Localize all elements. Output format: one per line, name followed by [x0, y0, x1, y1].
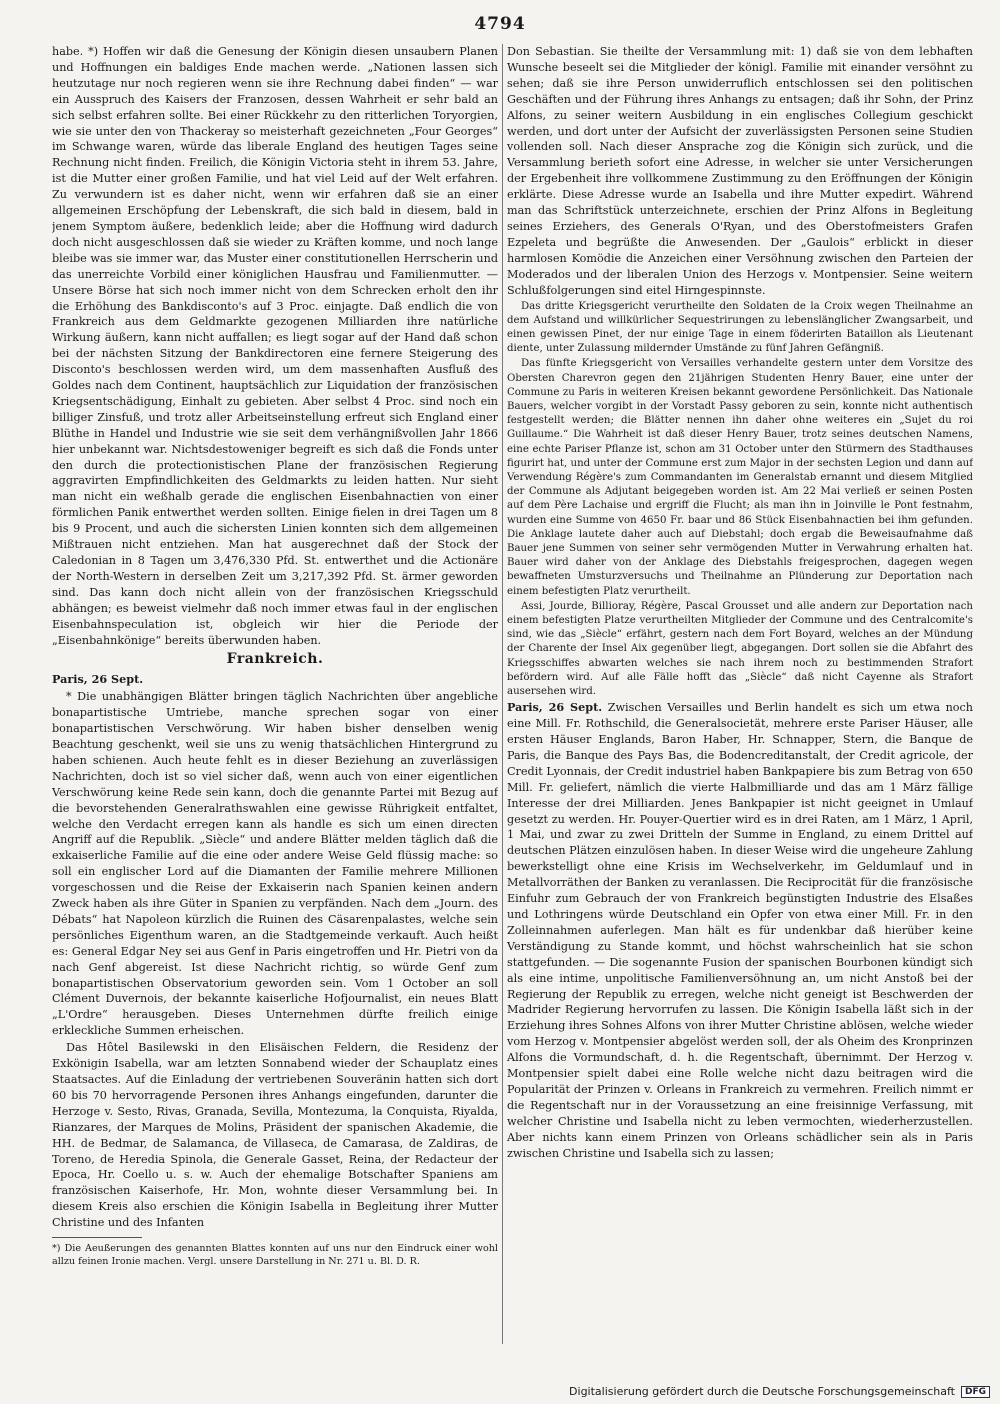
right-column [507, 44, 973, 1374]
page-number: 4794 [474, 14, 526, 34]
article-paragraph: Das Hôtel Basilewski in den Elisäischen Feldern, die Residenz der Exkönigin Isabella, war am letzten Sonnabend wieder der Schauplatz eines Staatsactes. Auf die Einladung der vertriebenen Souveränin hatten sich dort 60 bis 70 hervorragende Personen ihres Anhangs eingefunden, darunter die Herzoge v. Sesto, Rivas, Granada, Sevilla, Montezuma, la Conquista, Riyalda, Rianzares, der Marques de Molins, Präsident der spanischen Akademie, die HH. de Bedmar, de Salamanca, de Villaseca, de Camarasa, de Zaldiras, de Toreno, de Heredia Spinola, die Generale Gasset, Reina, der Redacteur der Epoca, Hr. Coello u. s. w. Auch der ehemalige Botschafter Spaniens am französischen Kaiserhofe, Hr. Mon, wohnte dieser Versammlung bei. In diesem Kreis also erschien die Königin Isabella in Begleitung ihrer Mutter Christine und des Infanten [52, 1041, 498, 1230]
dfg-logo-icon: DFG [961, 1386, 990, 1398]
article-paragraph: * Die unabhängigen Blätter bringen täglich Nachrichten über angebliche bonapartistische Umtriebe, manche sprechen sogar von einer bonapartistischen Verschwörung. Wir haben bisher denselben wenig Beachtung geschenkt, weil sie uns zu wenig thatsächlichen Hintergrund zu haben schienen. Auch heute fehlt es in dieser Beziehung an zuverlässigen Nachrichten, doch ist so viel sicher daß, wenn auch von einer eigentlichen Verschwörung keine Rede sein kann, doch die genannte Partei mit Bezug auf die bevorstehenden Generalrathswahlen eine gewisse Rührigkeit entfaltet, welche den Verdacht erregen kann als handle es sich um einen directen Angriff auf die Republik. „Siècle“ und andere Blätter melden täglich daß die exkaiserliche Familie auf die eine oder andere Weise Geld flüssig mache: so soll ein englischer Lord auf die Diamanten der Familie mehrere Millionen vorgeschossen und die Reise der Exkaiserin nach Spanien keinen andern Zweck haben als ihre Güter in Spanien zu verpfänden. Nach dem „Journ. des Débats“ hat Napoleon kürzlich die Ruinen des Cäsarenpalastes, welche sein persönliches Eigenthum waren, an die Stadtgemeinde verkauft. Auch heißt es: General Edgar Ney sei aus Genf in Paris eingetroffen und Hr. Pietri von da nach Genf abgereist. Ist diese Nachricht richtig, so würde Genf zum bonapartistischen Observatorium geworden sein. Vom 1 October an soll Clément Duvernois, der bekannte kaiserliche Hofjournalist, ein neues Blatt „L'Ordre“ herausgeben. Dieses Unternehmen dürfte freilich einige erkleckliche Summen erheischen. [52, 690, 498, 1038]
article-paragraph: habe. *) Hoffen wir daß die Genesung der Königin diesen unsaubern Planen und Hoffnungen ein baldiges Ende machen werde. „Nationen lassen sich heutzutage nur noch regieren wenn sie ihre Rechnung dabei finden“ — war ein Ausspruch des Kaisers der Franzosen, dessen Wahrheit er sehr bald an sich selbst erfahren sollte. Bei einer Rückkehr zu den ritterlichen Toryorgien, wie sie unter den von Thackeray so meisterhaft gezeichneten „Four Georges“ im Schwange waren, würde das liberale England des heutigen Tages seine Rechnung nicht finden. Freilich, die Königin Victoria steht in ihrem 53. Jahre, ist die Mutter einer großen Familie, und hat viel Leid auf der Welt erfahren. Zu verwundern ist es daher nicht, wenn wir erfahren daß sie an einer allgemeinen Erschöpfung der Lebenskraft, die sich bald in diesem, bald in jenem Symptom äußere, bedenklich leide; aber die Hoffnung wird dadurch doch nicht ausgeschlossen daß sie wieder zu Kräften komme, und noch lange bleibe was sie immer war, das Muster einer constitutionellen Herrscherin und das unerreichte Vorbild einer königlichen Hausfrau und Familienmutter. — Unsere Börse hat sich noch immer nicht von dem Schrecken erholt den ihr die Erhöhung des Bankdisconto's auf 3 Proc. einjagte. Daß endlich die von Frankreich aus dem Geldmarkte gezogenen Milliarden ihre natürliche Wirkung äußern, kann nicht auffallen; es liegt sogar auf der Hand daß schon bei der nächsten Sitzung der Bankdirectoren eine fernere Steigerung des Disconto's beschlossen werden wird, um dem massenhaften Ausfluß des Goldes nach dem Continent, hauptsächlich zur Liquidation der französischen Kriegsentschädigung, Einhalt zu gebieten. Aber selbst 4 Proc. sind noch ein billiger Zinsfuß, und trotz aller Arbeitseinstellung erfreut sich England einer Blüthe in Handel und Industrie wie sie seit dem verhängnißvollen Jahr 1866 hier unbekannt war. Nichtsdestoweniger begreift es sich daß die Fonds unter den durch die protectionistischen Plane der französischen Regierung aggravirten Empfindlichkeiten des Geldmarkts zu leiden hatten. Nur sieht man nicht ein weßhalb gerade die englischen Eisenbahnactien von einer förmlichen Panik entwerthet werden sollten. Einige fielen in drei Tagen um 8 bis 9 Procent, und auch die sichersten Linien konnten sich dem allgemeinen Mißtrauen nicht entziehen. Man hat ausgerechnet daß der Stock der Caledonian in 8 Tagen um 3,476,330 Pfd. St. entwerthet und die Actionäre der North-Western in derselben Zeit um 3,217,392 Pfd. St. ärmer geworden sind. Das kann doch nicht allein von der französischen Kriegsschuld abhängen; es beweist vielmehr daß noch immer etwas faul in der englischen Eisenbahnspeculation ist, obgleich wir hier die Periode der „Eisenbahnkönige“ bereits überwunden haben. [52, 45, 498, 647]
article-paragraph: Das dritte Kriegsgericht verurtheilte den Soldaten de la Croix wegen Theilnahme an dem Aufstand und willkürlicher Sequestrirungen zu lebenslänglicher Zwangsarbeit, und einen gewissen Pinet, der nur einige Tage in einem föderirten Bataillon als Lieutenant diente, unter Zulassung mildernder Umstände zu fünf Jahren Gefängniß. [507, 300, 973, 355]
article-paragraph: Das fünfte Kriegsgericht von Versailles verhandelte gestern unter dem Vorsitze des Obersten Charevron gegen den 21jährigen Studenten Henry Bauer, eine unter der Commune zu Paris in weiteren Kreisen bekannt gewordene Persönlichkeit. Das Nationale Bauers, welcher vorgibt in der Vorstadt Passy geboren zu sein, konnte nicht authentisch festgestellt werden; die Blätter nennen ihn daher ohne weiteres ein „Sujet du roi Guillaume.“ Die Wahrheit ist daß dieser Henry Bauer, trotz seines deutschen Namens, eine echte Pariser Pflanze ist, schon am 31 October unter den Stürmern des Stadthauses figurirt hat, und unter der Commune erst zum Major in der sechsten Legion und dann auf Verwendung Régère's zum Commandanten im Generalstab ernannt und diesem Mitglied der Commune als Adjutant beigegeben worden ist. Am 22 Mai verließ er seinen Posten auf dem Père Lachaise und ergriff die Flucht; als man ihn in Joinville le Pont festnahm, wurden eine Summe von 4650 Fr. baar und 86 Stück Eisenbahnactien bei ihm gefunden. Die Anklage lautete daher auch auf Diebstahl; doch ergab die Beweisaufnahme daß Bauer jene Summen von seiner sehr vermögenden Mutter in Verwahrung erhalten hat. Bauer wird daher von der Anklage des Diebstahls freigesprochen, dagegen wegen bewaffneten Umsturzversuchs und Theilnahme an Plünderung zur Deportation nach einem befestigten Platz verurtheilt. [507, 358, 973, 597]
footnote-divider [52, 1237, 142, 1238]
dateline [507, 700, 973, 1161]
column-divider [502, 44, 503, 1344]
section-heading-frankreich: Frankreich. [226, 651, 324, 668]
article-paragraph: Zwischen Versailles und Berlin handelt es sich um etwa noch eine Mill. Fr. Rothschild, die Generalsocietät, mehrere erste Pariser Häuser, alle ersten Häuser Englands, Baron Haber, Hr. Schnapper, Stern, die Banque de Paris, die Banque des Pays Bas, die Bodencreditanstalt, der Credit agricole, der Credit Lyonnais, der Credit industriel haben Bankpapiere bis zum Betrag von 650 Mill. Fr. geliefert, nämlich die vierte Halbmilliarde und das am 1 März fällige Interesse der drei Milliarden. Jenes Bankpapier ist nicht geeignet in Umlauf gesetzt zu werden. Hr. Pouyer-Quertier wird es in drei Raten, am 1 März, 1 April, 1 Mai, und zwar zu zwei Dritteln der Summe in England, zu einem Drittel auf deutschen Plätzen einzulösen haben. In dieser Weise wird die ungeheure Zahlung bewerkstelligt ohne eine Krisis im Wechselverkehr, im Geldumlauf und in Metallvorräthen der Banken zu veranlassen. Die Reciprocität für die französische Einfuhr zum Gebrauch der von Frankreich begünstigten Industrie des Elsaßes und Lothringens würde Deutschland ein Opfer von etwa einer Mill. Fr. in den Zolleinnahmen auferlegen. Man hält es für undenkbar daß hierüber keine Verständigung zu Stande kommt, und höchst wahrscheinlich hat sie schon stattgefunden. — Die sogenannte Fusion der spanischen Bourbonen kündigt sich als eine intime, unpolitische Familienversöhnung an, um nicht Anstoß bei der Regierung der Republik zu erregen, welche nicht geneigt ist Beschwerden der Madrider Regierung hervorrufen zu lassen. Die Königin Isabella läßt sich in der Erziehung ihres Sohnes Alfons von ihrer Mutter Christine ablösen, welche wieder vom Herzog v. Montpensier abgelöst werden soll, der als Oheim des Kronprinzen Alfons die Vormundschaft, d. h. die Regentschaft, übernimmt. Der Herzog v. Montpensier spielt dabei eine Rolle welche nicht dazu beitragen wird die Popularität der Prinzen v. Orleans in Frankreich zu vermehren. Freilich nimmt er die Regentschaft nur in der Voraussetzung an eine freisinnige Verfassung, mit welcher Christine und Isabella nicht zu leben vermochten, wiederherzustellen. Aber nichts kann einem Prinzen von Orleans schädlicher sein als in Paris zwischen Christine und Isabella sich zu lassen; [507, 701, 973, 1160]
dateline-text: Paris, 26 Sept. [52, 672, 144, 687]
article-paragraph: Assi, Jourde, Billioray, Régère, Pascal Grousset und alle andern zur Deportation nach einem befestigten Platze verurtheilten Mitglieder der Commune und des Centralcomite's sind, wie das „Siècle“ erfährt, gestern nach dem Fort Boyard, welches an der Mündung der Charente der Insel Aix gegenüber liegt, abgegangen. Dort sollen sie die Abfahrt des Kriegsschiffes abwarten welches sie nach ihrem noch zu bestimmenden Strafort befördern wird. Auf alle Fälle hofft das „Siècle“ daß nicht Cayenne als Strafort ausersehen wird. [507, 600, 973, 697]
footer [569, 1385, 990, 1398]
dateline-text: Paris, 26 Sept. [507, 700, 603, 715]
dateline [52, 672, 498, 688]
footnote: *) Die Aeußerungen des genannten Blattes konnten auf uns nur den Eindruck einer wohl allzu feinen Ironie machen. Vergl. unsere Darstellung in Nr. 271 u. Bl. D. R. [52, 1243, 498, 1268]
article-paragraph: Don Sebastian. Sie theilte der Versammlung mit: 1) daß sie von dem lebhaften Wunsche beseelt sei die Mitglieder der königl. Familie mit einander versöhnt zu sehen; daß sie ihre Person unwiderruflich entschlossen sei den politischen Geschäften und der Führung ihres Anhangs zu entsagen; daß ihr Sohn, der Prinz Alfons, zu seiner weitern Ausbildung in ein englisches Collegium geschickt werden, und dort unter der Aufsicht der zuverlässigsten Personen seine Studien vollenden soll. Nach dieser Ansprache zog die Königin sich zurück, und die Versammlung berieth sofort eine Adresse, in welcher sie unter Versicherungen der Ergebenheit ihre vollkommene Zustimmung zu den Eröffnungen der Königin erklärte. Diese Adresse wurde an Isabella und ihre Mutter expedirt. Während man das Schriftstück unterzeichnete, erschien der Prinz Alfons in Begleitung seines Erziehers, des Generals O'Ryan, und des Oberstofmeisters Grafen Ezpeleta und begrüßte die Anwesenden. Der „Gaulois“ erblickt in dieser harmlosen Komödie die Anzeichen einer Versöhnung zwischen den Parteien der Moderados und der liberalen Union des Herzogs v. Montpensier. Seine weitern Schlußfolgerungen sind eitel Hirngespinnste. [507, 45, 973, 297]
left-column [52, 44, 498, 1374]
footer-text: Digitalisierung gefördert durch die Deutsche Forschungsgemeinschaft [569, 1385, 955, 1398]
